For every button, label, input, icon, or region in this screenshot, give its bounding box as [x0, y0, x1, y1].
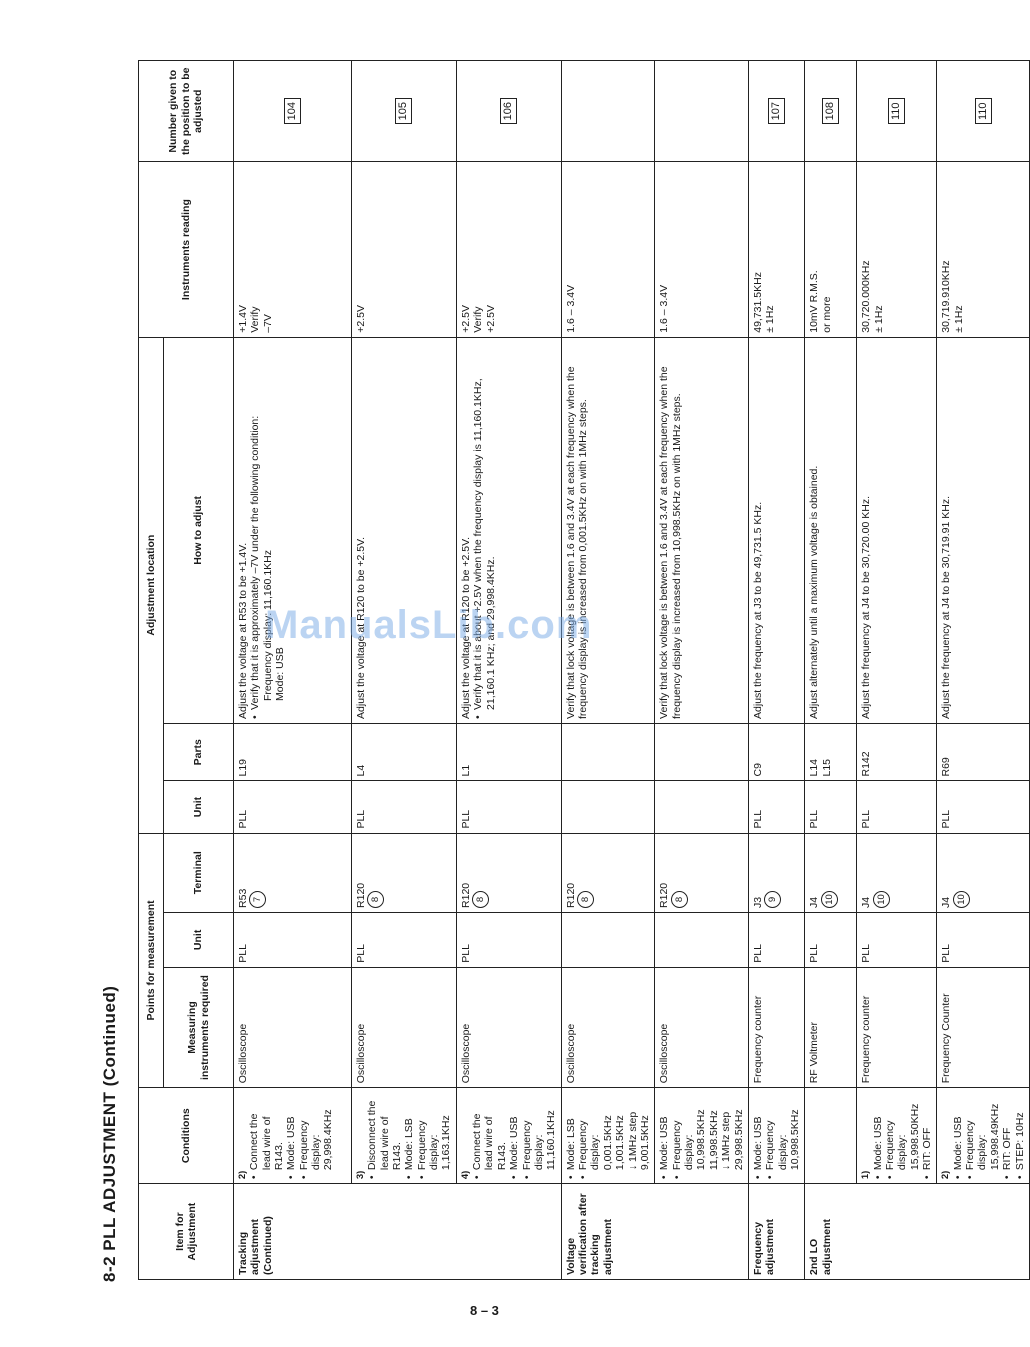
reading-value: 30,720.000KHz [860, 260, 873, 333]
table-row [748, 61, 805, 1280]
item-label: Voltage verification after tracking adjustment [564, 1193, 614, 1275]
measuring-instrument: Oscilloscope [234, 967, 352, 1088]
terminal-label: R53 [237, 888, 249, 908]
adjust-unit [234, 781, 352, 833]
reading-value: 30,719.910KHz [940, 260, 953, 333]
condition-item: • Mode: USB [752, 1092, 764, 1179]
terminal-cell [234, 833, 352, 912]
condition-item: • Connect the lead wire of R143. [471, 1092, 508, 1179]
terminal-label: R120 [564, 882, 577, 908]
how-to-adjust-text: Verify that lock voltage is between 1.6 and 3.4V at each frequency when the frequency display is increased from 10,998.5KHz on with 1MHz steps. [658, 366, 683, 719]
measuring-instrument: Frequency Counter [937, 967, 1029, 1088]
parts-label: L1 [459, 764, 472, 777]
step-number: 4) [459, 1170, 471, 1180]
how-to-adjust [805, 337, 857, 723]
condition-item: • STEP: 10Hz [1014, 1092, 1026, 1179]
measuring-instrument: RF Voltmeter [805, 967, 857, 1088]
reading-value-2: ± 1Hz [764, 305, 777, 333]
how-to-adjust-text: Adjust the frequency at J3 to be 49,731.5 KHz. [751, 501, 764, 719]
position-number-box: 106 [500, 98, 517, 124]
parts-cell [234, 723, 352, 781]
position-number [805, 61, 857, 162]
terminal-number-circle: 10 [873, 891, 890, 908]
position-number [937, 61, 1029, 162]
how-to-adjust [456, 337, 561, 723]
condition-item: • Mode: LSB [565, 1092, 577, 1179]
parts-cell [352, 723, 457, 781]
terminal-label: J4 [940, 896, 953, 908]
how-to-adjust-text: Adjust the voltage at R120 to be +2.5V. [459, 536, 472, 719]
terminal-number-circle: 10 [821, 891, 838, 908]
step-number: 3) [355, 1170, 366, 1180]
measure-unit [234, 912, 352, 967]
adjust-unit [352, 781, 457, 833]
adjust-unit [655, 781, 749, 833]
condition-item: • Disconnect the lead wire of R143. [366, 1092, 403, 1179]
terminal-number-circle: 10 [953, 891, 970, 908]
parts-cell [748, 723, 805, 781]
position-number-box: 110 [888, 98, 905, 124]
instrument-reading [805, 162, 857, 337]
adjust-unit [561, 781, 655, 833]
terminal-number-circle: 8 [671, 891, 688, 908]
terminal-label: J3 [751, 896, 764, 908]
adjust-unit [857, 781, 937, 833]
adjust-unit-label: PLL [237, 809, 249, 829]
terminal-label: R120 [459, 882, 472, 908]
position-number [234, 61, 352, 162]
header-adj-unit: Unit [164, 781, 234, 833]
terminal-label: J4 [808, 896, 821, 908]
parts-label: L4 [355, 764, 367, 777]
how-to-adjust [748, 337, 805, 723]
item-label: 2nd LO adjustment [808, 1218, 833, 1275]
adjust-unit-label: PLL [808, 809, 821, 829]
position-number-box: 105 [395, 98, 412, 124]
parts-label: R69 [940, 757, 953, 777]
parts-label-2: L15 [820, 758, 833, 777]
position-number-box: 104 [284, 98, 301, 124]
how-to-adjust-condition: Frequency display: 11,160.1KHz [261, 550, 274, 701]
condition-item: • Frequency display: 10,998.5KHz [764, 1092, 801, 1179]
step-number: 2) [940, 1170, 952, 1180]
how-to-adjust-verify: • Verify that it is approximately –7V under the following condition: [249, 342, 261, 719]
condition-frequency: 0,001.5KHz [601, 1115, 614, 1171]
how-to-adjust-condition: Mode: USB [274, 647, 287, 701]
how-to-adjust [234, 337, 352, 723]
table-row [234, 61, 352, 1280]
parts-label: L19 [237, 758, 249, 777]
item-label: Frequency adjustment [751, 1218, 777, 1275]
reading-value-2: ± 1Hz [952, 305, 965, 333]
position-number [748, 61, 805, 162]
pll-adjustment-table [138, 60, 1030, 1280]
condition-frequency: ↓ 1MHz step [626, 1111, 639, 1171]
how-to-adjust [857, 337, 937, 723]
condition-frequency: 9,001.5KHz [638, 1115, 651, 1171]
conditions-cell [805, 1088, 857, 1184]
measure-unit-label: PLL [237, 944, 249, 963]
conditions-cell [748, 1088, 805, 1184]
how-to-adjust-text: Adjust alternately until a maximum voltage is obtained. [808, 465, 821, 719]
step-number: 1) [860, 1170, 872, 1180]
terminal-label: R120 [355, 882, 367, 908]
terminal-number-circle: 8 [577, 891, 594, 908]
terminal-cell [937, 833, 1029, 912]
terminal-cell [561, 833, 655, 912]
page-number: 8 – 3 [470, 1303, 499, 1318]
reading-value-2: Verify [472, 306, 485, 333]
terminal-cell [857, 833, 937, 912]
header-row-top [139, 61, 164, 1280]
position-number-box: 110 [975, 98, 992, 124]
terminal-cell [456, 833, 561, 912]
header-conditions: Conditions [139, 1088, 234, 1184]
header-item: Item for Adjustment [139, 1184, 234, 1280]
table-row [937, 61, 1029, 1280]
table-row [352, 61, 457, 1280]
step-number: 2) [237, 1170, 248, 1180]
measure-unit [748, 912, 805, 967]
adjust-unit [748, 781, 805, 833]
how-to-adjust-text: Adjust the frequency at J4 to be 30,720.00 KHz. [860, 496, 873, 719]
pll-adjustment-sheet [138, 60, 1026, 1280]
watermark: ManualsLib.com [265, 603, 593, 647]
measuring-instrument: Oscilloscope [561, 967, 655, 1088]
table-row [561, 61, 655, 1280]
adjust-unit [805, 781, 857, 833]
instrument-reading [937, 162, 1029, 337]
measure-unit-label: PLL [860, 944, 873, 963]
reading-value-3: +2.5V [484, 305, 497, 333]
parts-cell [937, 723, 1029, 781]
how-to-adjust [561, 337, 655, 723]
parts-cell [655, 723, 749, 781]
how-to-adjust-text: Adjust the frequency at J4 to be 30,719.91 KHz. [940, 496, 953, 719]
position-number-box: 108 [822, 98, 839, 124]
reading-value: +1.4V [237, 305, 249, 333]
condition-item: • Frequency display: 11,160.1KHz [521, 1092, 558, 1179]
terminal-number-circle: 8 [472, 891, 489, 908]
condition-item: • Mode: USB [658, 1092, 670, 1179]
instrument-reading [352, 162, 457, 337]
table-row [456, 61, 561, 1280]
measure-unit [857, 912, 937, 967]
condition-item: • Mode: USB [952, 1092, 964, 1179]
conditions-cell [234, 1088, 352, 1184]
condition-frequency: ↓ 1MHz step [720, 1111, 733, 1171]
adjust-unit [456, 781, 561, 833]
reading-value-2: Verify [249, 306, 262, 333]
condition-item: • Mode: LSB [403, 1092, 415, 1179]
how-to-adjust [352, 337, 457, 723]
condition-item: • Mode: USB [285, 1092, 297, 1179]
how-to-adjust-text: Adjust the voltage at R53 to be +1.4V. [237, 542, 249, 719]
adjust-unit-label: PLL [751, 809, 764, 829]
terminal-number-circle: 7 [249, 891, 266, 908]
measuring-instrument: Oscilloscope [456, 967, 561, 1088]
condition-item: • Frequency display: 29,998.4KHz [298, 1092, 335, 1179]
position-number-box: 107 [768, 98, 785, 124]
position-number [352, 61, 457, 162]
measuring-instrument: Oscilloscope [655, 967, 749, 1088]
header-parts: Parts [164, 723, 234, 781]
measure-unit-label: PLL [751, 944, 764, 963]
item-for-adjustment [561, 1184, 748, 1280]
item-label: Tracking adjustment (Continued) [237, 1216, 274, 1275]
adjust-unit-label: PLL [355, 809, 367, 829]
header-points: Points for measurement [139, 833, 164, 1088]
adjust-unit [937, 781, 1029, 833]
parts-cell [561, 723, 655, 781]
table-row [655, 61, 749, 1280]
condition-frequency: 29,998.5KHz [732, 1109, 745, 1171]
parts-label: C9 [751, 763, 764, 777]
parts-label: L14 [808, 758, 821, 777]
instrument-reading [561, 162, 655, 337]
measuring-instrument: Frequency counter [857, 967, 937, 1088]
instrument-reading [234, 162, 352, 337]
conditions-cell [937, 1088, 1029, 1184]
instrument-reading [655, 162, 749, 337]
conditions-cell [352, 1088, 457, 1184]
position-number [655, 61, 749, 162]
measuring-instrument: Oscilloscope [352, 967, 457, 1088]
parts-label: R142 [860, 751, 873, 777]
measure-unit-label: PLL [808, 944, 821, 963]
header-terminal: Terminal [164, 833, 234, 912]
parts-cell [456, 723, 561, 781]
header-number: Number given to the position to be adjusted [139, 61, 234, 162]
table-row [857, 61, 937, 1280]
terminal-number-circle: 9 [764, 891, 781, 908]
reading-value: +2.5V [355, 305, 367, 333]
reading-value: 1.6 – 3.4V [658, 284, 671, 333]
terminal-label: J4 [860, 896, 873, 908]
condition-item: • Mode: USB [872, 1092, 884, 1179]
terminal-label: R120 [658, 882, 671, 908]
measure-unit [352, 912, 457, 967]
parts-cell [857, 723, 937, 781]
measure-unit-label: PLL [459, 944, 472, 963]
measure-unit [805, 912, 857, 967]
header-reading: Instruments reading [139, 162, 234, 337]
condition-item: • Frequency display: 15,998.50KHz [884, 1092, 921, 1179]
section-title: 8-2 PLL ADJUSTMENT (Continued) [100, 985, 119, 1282]
adjust-unit-label: PLL [860, 809, 873, 829]
measure-unit [456, 912, 561, 967]
reading-value: 49,731.5KHz [751, 272, 764, 333]
how-to-adjust-text: Verify that lock voltage is between 1.6 and 3.4V at each frequency when the frequency display is increased from 0,001.5KHz on with 1MHz steps. [564, 366, 590, 719]
condition-item: • RIT: OFF [1001, 1092, 1013, 1179]
condition-frequency: 1,001.5KHz [614, 1115, 627, 1171]
item-for-adjustment [234, 1184, 562, 1280]
item-for-adjustment [748, 1184, 805, 1280]
parts-cell [805, 723, 857, 781]
header-how: How to adjust [164, 337, 234, 723]
how-to-adjust-text: Adjust the voltage at R120 to be +2.5V. [355, 536, 367, 719]
how-to-adjust-verify: • Verify that it is about +2.5V when the frequency display is 11,160.1KHz, 21,160.1 KHz; and 29,998.4KHz. [472, 342, 497, 719]
reading-value-2: ± 1Hz [872, 305, 885, 333]
reading-value-3: –7V [261, 314, 274, 333]
conditions-cell [655, 1088, 749, 1184]
instrument-reading [456, 162, 561, 337]
reading-value: +2.5V [459, 305, 472, 333]
measure-unit [655, 912, 749, 967]
position-number [456, 61, 561, 162]
measure-unit-label: PLL [355, 944, 367, 963]
measure-unit [561, 912, 655, 967]
condition-item: • Connect the lead wire of R143. [248, 1092, 285, 1179]
terminal-number-circle: 8 [367, 891, 384, 908]
measure-unit [937, 912, 1029, 967]
adjust-unit-label: PLL [459, 809, 472, 829]
condition-frequency: 11,998.5KHz [707, 1110, 720, 1171]
measure-unit-label: PLL [940, 944, 953, 963]
terminal-cell [655, 833, 749, 912]
reading-value: 10mV R.M.S. [808, 270, 821, 333]
header-adj-location: Adjustment location [139, 337, 164, 833]
measuring-instrument: Frequency counter [748, 967, 805, 1088]
header-measuring: Measuring instruments required [164, 967, 234, 1088]
instrument-reading [857, 162, 937, 337]
condition-item: • Frequency display: 1,163.1KHz [416, 1092, 453, 1179]
terminal-cell [352, 833, 457, 912]
table-row [805, 61, 857, 1280]
adjust-unit-label: PLL [940, 809, 953, 829]
conditions-cell [561, 1088, 655, 1184]
how-to-adjust [655, 337, 749, 723]
terminal-cell [748, 833, 805, 912]
condition-item: • Frequency display: [577, 1092, 602, 1179]
reading-value-2: or more [820, 296, 833, 333]
terminal-cell [805, 833, 857, 912]
conditions-cell [857, 1088, 937, 1184]
condition-frequency: 10,998.5KHz [695, 1109, 708, 1171]
position-number [857, 61, 937, 162]
reading-value: 1.6 – 3.4V [564, 284, 577, 333]
conditions-cell [456, 1088, 561, 1184]
condition-item: • Mode: USB [508, 1092, 520, 1179]
condition-item: • Frequency display: 15,998.49KHz [964, 1092, 1001, 1179]
instrument-reading [748, 162, 805, 337]
condition-item: • Frequency display: [671, 1092, 696, 1179]
position-number [561, 61, 655, 162]
item-for-adjustment [805, 1184, 1030, 1280]
how-to-adjust [937, 337, 1029, 723]
condition-item: • RIT: OFF [921, 1092, 933, 1179]
header-unit: Unit [164, 912, 234, 967]
